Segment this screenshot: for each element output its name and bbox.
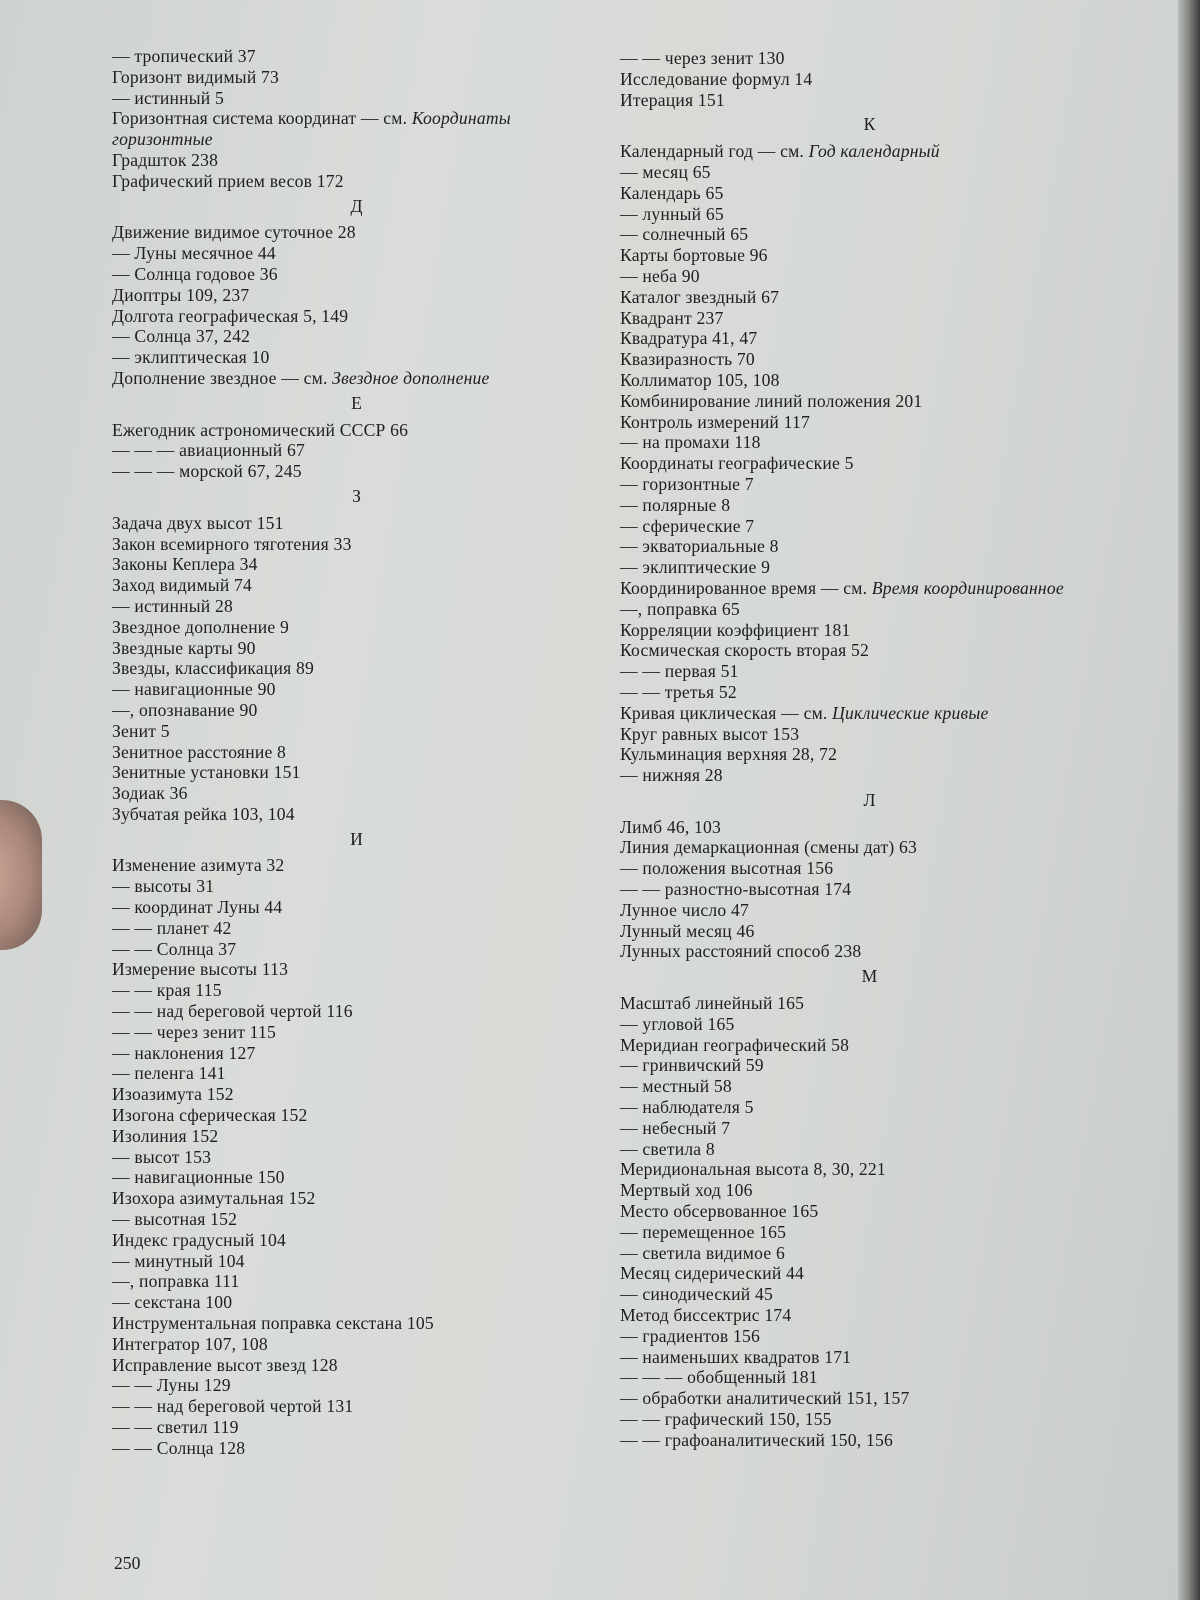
index-entry — [112, 638, 602, 659]
index-entry-text: — светила 8 — [620, 1138, 715, 1159]
index-entry-text: — секстана 100 — [112, 1292, 233, 1313]
index-entry — [620, 557, 1120, 578]
index-entry-text: Кульминация верхняя 28, 72 — [620, 744, 838, 765]
index-entry-text: — навигационные 90 — [112, 679, 276, 700]
index-entry-text: — Солнца годовое 36 — [112, 263, 278, 284]
index-entry — [620, 1201, 1120, 1222]
index-entry — [112, 1001, 602, 1022]
index-entry — [620, 1055, 1120, 1076]
index-entry — [620, 661, 1120, 682]
page-number: 250 — [114, 1553, 141, 1573]
index-entry — [620, 1409, 1120, 1430]
index-entry — [112, 1334, 602, 1355]
index-entry — [620, 1222, 1120, 1243]
index-entry — [620, 432, 1120, 453]
index-entry-text: Закон всемирного тяготения 33 — [112, 533, 352, 554]
index-entry — [112, 762, 602, 783]
index-entry-text: — светила видимое 6 — [620, 1242, 785, 1263]
index-entry-text: — — планет 42 — [112, 917, 232, 938]
index-entry-text: Лунный месяц 46 — [620, 920, 755, 941]
index-entry — [620, 599, 1120, 620]
index-entry-text: — угловой 165 — [620, 1013, 735, 1034]
index-entry-text: Звездное дополнение 9 — [112, 616, 290, 637]
index-entry-text: — координат Луны 44 — [112, 897, 283, 918]
index-entry — [620, 69, 1120, 90]
index-entry — [112, 285, 602, 306]
index-entry — [112, 347, 602, 368]
index-entry-text: — навигационные 150 — [112, 1167, 285, 1188]
index-entry — [620, 536, 1120, 557]
index-entry — [620, 1014, 1120, 1035]
index-entry-text: Метод биссектрис 174 — [620, 1305, 792, 1326]
index-entry-text: — пеленга 141 — [112, 1063, 226, 1084]
adjacent-page-edge — [1178, 0, 1200, 1600]
index-entry-text: Диоптры 109, 237 — [112, 284, 250, 305]
index-entry — [620, 1159, 1120, 1180]
index-entry — [112, 1251, 602, 1272]
index-entry-text: Кривая циклическая — см. — [620, 702, 833, 723]
index-entry — [620, 245, 1120, 266]
index-entry-text: — перемещенное 165 — [620, 1221, 787, 1242]
index-entry-text: — высотная 152 — [112, 1209, 238, 1230]
index-entry — [620, 287, 1120, 308]
index-entry — [112, 1063, 602, 1084]
index-entry — [620, 495, 1120, 516]
index-entry-text: —, поправка 111 — [112, 1271, 240, 1292]
index-entry — [112, 1417, 602, 1438]
index-entry — [112, 575, 602, 596]
index-entry — [112, 67, 602, 88]
index-entry — [112, 46, 602, 67]
index-entry-text: Место обсервованное 165 — [620, 1201, 819, 1222]
index-entry — [620, 412, 1120, 433]
index-entry-text: — Солнца 37, 242 — [112, 326, 251, 347]
index-entry-text: — сферические 7 — [620, 515, 755, 536]
index-entry-text: — наклонения 127 — [112, 1042, 256, 1063]
index-entry-text: Календарный год — см. — [620, 141, 809, 162]
index-entry — [620, 1367, 1120, 1388]
index-entry-text: —, поправка 65 — [620, 598, 740, 619]
index-entry-text: Горизонтная система координат — см. — [112, 108, 412, 129]
index-section-heading: И — [350, 828, 364, 849]
index-entry — [112, 1271, 602, 1292]
index-entry — [620, 391, 1120, 412]
index-entry-text: Законы Кеплера 34 — [112, 554, 258, 575]
index-entry-text: — гринвичский 59 — [620, 1055, 764, 1076]
index-entry — [620, 1326, 1120, 1347]
thumb-photo-artifact — [0, 800, 42, 950]
index-entry-text: Инструментальная поправка секстана 105 — [112, 1313, 434, 1334]
index-section-heading: К — [863, 114, 877, 135]
index-entry-text: Квадрант 237 — [620, 307, 724, 328]
index-entry-text: — — графический 150, 155 — [620, 1409, 832, 1429]
index-entry — [620, 349, 1120, 370]
index-entry-text: Корреляции коэффициент 181 — [620, 619, 851, 640]
index-entry-text: — эклиптические 9 — [620, 557, 771, 578]
index-entry — [112, 1438, 602, 1459]
index-entry-text: Интегратор 107, 108 — [112, 1333, 268, 1354]
index-entry-text: Исследование формул 14 — [620, 68, 813, 89]
index-entry — [620, 1097, 1120, 1118]
index-entry — [112, 306, 602, 327]
index-entry — [620, 900, 1120, 921]
index-entry-text: Космическая скорость вторая 52 — [620, 640, 869, 661]
index-entry-text: — — над береговой чертой 116 — [112, 1001, 353, 1022]
index-entry-crossref: Год календарный — [808, 141, 940, 162]
index-entry-text: Задача двух высот 151 — [112, 512, 284, 533]
index-entry — [620, 162, 1120, 183]
index-section-heading: Л — [863, 789, 877, 810]
index-entry — [112, 1188, 602, 1209]
index-entry — [620, 1347, 1120, 1368]
index-entry — [620, 765, 1120, 786]
index-entry-text: — — разностно-высотная 174 — [620, 879, 852, 900]
index-entry — [620, 1305, 1120, 1326]
index-entry-text: — — края 115 — [112, 980, 222, 1001]
index-entry-text: Координированное время — см. — [620, 577, 872, 598]
index-entry — [112, 1313, 602, 1334]
index-entry — [620, 1430, 1120, 1451]
index-entry — [620, 1035, 1120, 1056]
index-entry — [620, 516, 1120, 537]
index-entry — [112, 617, 602, 638]
index-entry — [112, 513, 602, 534]
index-entry — [620, 328, 1120, 349]
index-entry-text: Измерение высоты 113 — [112, 959, 289, 980]
index-entry — [620, 1180, 1120, 1201]
index-entry — [112, 264, 602, 285]
index-entry — [112, 783, 602, 804]
index-entry — [112, 804, 602, 825]
index-entry — [112, 420, 602, 441]
index-entry — [620, 921, 1120, 942]
index-entry — [112, 108, 602, 150]
index-entry — [112, 1105, 602, 1126]
index-entry — [112, 742, 602, 763]
index-entry — [112, 1209, 602, 1230]
index-entry-text: Карты бортовые 96 — [620, 245, 768, 266]
index-entry-text: Градшток 238 — [112, 149, 219, 170]
index-entry — [112, 368, 602, 389]
index-entry-text: — обработки аналитический 151, 157 — [620, 1388, 910, 1409]
index-entry — [112, 440, 602, 461]
index-entry-text: — экваториальные 8 — [620, 536, 779, 557]
index-entry-text: Круг равных высот 153 — [620, 723, 800, 744]
index-entry — [112, 1147, 602, 1168]
index-entry-text: Зубчатая рейка 103, 104 — [112, 803, 295, 824]
index-entry — [112, 876, 602, 897]
index-entry-text: Заход видимый 74 — [112, 575, 253, 596]
index-entry-text: — — Луны 129 — [112, 1375, 231, 1396]
index-entry-text: Зенитные установки 151 — [112, 762, 301, 783]
index-entry-text: — высот 153 — [112, 1146, 212, 1167]
index-entry — [112, 1396, 602, 1417]
index-entry-text: Линия демаркационная (смены дат) 63 — [620, 837, 917, 858]
index-entry — [112, 1292, 602, 1313]
index-entry-text: Движение видимое суточное 28 — [112, 222, 356, 243]
index-entry — [112, 596, 602, 617]
index-entry-text: —, опознавание 90 — [112, 699, 258, 720]
index-entry — [620, 308, 1120, 329]
index-entry-text: Графический прием весов 172 — [112, 170, 344, 191]
index-entry — [620, 474, 1120, 495]
index-entry-text: Меридиональная высота 8, 30, 221 — [620, 1159, 886, 1180]
index-entry-text: — солнечный 65 — [620, 224, 749, 245]
index-entry — [112, 855, 602, 876]
index-entry — [620, 224, 1120, 245]
index-entry-text: — — через зенит 115 — [112, 1021, 277, 1042]
index-entry — [112, 461, 602, 482]
index-entry — [112, 171, 602, 192]
index-entry — [620, 90, 1120, 111]
index-entry — [112, 1355, 602, 1376]
index-entry — [620, 879, 1120, 900]
index-entry-text: Каталог звездный 67 — [620, 286, 780, 307]
index-entry — [112, 1022, 602, 1043]
index-entry — [112, 1375, 602, 1396]
index-entry-text: Звездные карты 90 — [112, 637, 256, 658]
index-entry-text: Изогона сферическая 152 — [112, 1105, 308, 1126]
index-entry-text: — — через зенит 130 — [620, 48, 785, 68]
index-column-left — [112, 46, 602, 1459]
index-entry-text: Изоазимута 152 — [112, 1084, 234, 1105]
index-entry — [112, 1230, 602, 1251]
index-entry-text: — положения высотная 156 — [620, 858, 834, 879]
index-entry — [620, 682, 1120, 703]
index-entry-text: — градиентов 156 — [620, 1325, 760, 1346]
index-entry — [620, 1284, 1120, 1305]
index-entry-text: Изолиния 152 — [112, 1125, 219, 1146]
index-entry — [112, 534, 602, 555]
index-entry — [620, 370, 1120, 391]
index-entry-text: Контроль измерений 117 — [620, 411, 810, 432]
index-entry-text: — тропический 37 — [112, 46, 256, 66]
index-entry — [620, 1118, 1120, 1139]
index-entry — [112, 88, 602, 109]
index-entry-text: Мертвый ход 106 — [620, 1180, 753, 1201]
index-entry — [620, 453, 1120, 474]
index-entry — [112, 1084, 602, 1105]
index-entry-text: — — первая 51 — [620, 661, 739, 682]
index-entry — [620, 640, 1120, 661]
index-entry — [112, 679, 602, 700]
index-entry-text: — — Солнца 128 — [112, 1437, 246, 1458]
index-entry-text: — истинный 28 — [112, 595, 233, 616]
index-section-heading: Д — [350, 195, 364, 216]
index-entry-text: — синодический 45 — [620, 1284, 773, 1305]
index-entry-text: Зенит 5 — [112, 720, 170, 741]
index-entry-text: — нижняя 28 — [620, 765, 723, 786]
index-entry — [620, 1076, 1120, 1097]
index-entry — [112, 980, 602, 1001]
index-entry-text: Звезды, классификация 89 — [112, 658, 315, 679]
index-entry-text: — на промахи 118 — [620, 432, 761, 453]
index-entry-text: Коллиматор 105, 108 — [620, 369, 780, 390]
index-entry — [112, 897, 602, 918]
index-entry-text: Лимб 46, 103 — [620, 816, 722, 837]
index-entry-text: Месяц сидерический 44 — [620, 1263, 805, 1284]
index-entry — [112, 918, 602, 939]
index-entry — [620, 724, 1120, 745]
index-entry-text: — полярные 8 — [620, 494, 731, 515]
index-entry-text: — местный 58 — [620, 1076, 732, 1097]
index-entry — [620, 941, 1120, 962]
index-entry-text: — высоты 31 — [112, 876, 215, 897]
index-entry-text: — — третья 52 — [620, 681, 737, 702]
index-entry-text: Зодиак 36 — [112, 783, 188, 804]
index-entry — [620, 1243, 1120, 1264]
index-entry — [112, 150, 602, 171]
index-entry — [112, 959, 602, 980]
index-entry — [620, 266, 1120, 287]
index-entry-text: Квадратура 41, 47 — [620, 328, 758, 349]
index-entry-crossref: Координаты горизонтные — [112, 108, 511, 150]
index-column-right — [620, 48, 1120, 1451]
index-entry-text: — лунный 65 — [620, 203, 724, 224]
index-entry — [620, 620, 1120, 641]
index-entry-text: — — — морской 67, 245 — [112, 461, 302, 482]
index-entry-text: — истинный 5 — [112, 87, 224, 108]
index-entry — [112, 721, 602, 742]
index-entry — [112, 1126, 602, 1147]
index-entry-text: Календарь 65 — [620, 182, 724, 203]
index-entry — [620, 1263, 1120, 1284]
index-entry — [112, 1043, 602, 1064]
index-entry-crossref: Звездное дополнение — [332, 367, 490, 388]
index-entry — [112, 222, 602, 243]
index-entry-text: — — — авиационный 67 — [112, 440, 306, 461]
index-entry — [112, 1167, 602, 1188]
index-entry-text: Изохора азимутальная 152 — [112, 1188, 316, 1209]
index-entry-text: — наименьших квадратов 171 — [620, 1346, 852, 1367]
index-entry — [620, 817, 1120, 838]
index-entry-crossref: Время координированное — [871, 577, 1064, 598]
index-entry-text: — — над береговой чертой 131 — [112, 1396, 354, 1417]
index-entry — [112, 243, 602, 264]
index-entry — [620, 578, 1120, 599]
index-entry-text: Меридиан географический 58 — [620, 1034, 850, 1055]
index-entry-text: Лунных расстояний способ 238 — [620, 941, 862, 962]
index-entry-text: — горизонтные 7 — [620, 473, 754, 494]
index-entry-text: Горизонт видимый 73 — [112, 66, 280, 87]
index-entry — [112, 700, 602, 721]
index-entry-crossref: Циклические кривые — [832, 702, 989, 723]
index-entry-text: Долгота географическая 5, 149 — [112, 305, 349, 326]
index-entry-text: — неба 90 — [620, 265, 700, 286]
index-section-heading: М — [861, 966, 879, 987]
index-entry-text: Изменение азимута 32 — [112, 855, 285, 876]
index-entry — [112, 658, 602, 679]
index-entry — [620, 141, 1120, 162]
index-entry-text: — небесный 7 — [620, 1117, 731, 1138]
index-entry-text: — — Солнца 37 — [112, 938, 237, 959]
index-entry-text: — — светил 119 — [112, 1417, 239, 1437]
index-entry — [112, 326, 602, 347]
index-entry — [620, 993, 1120, 1014]
index-entry-text: Итерация 151 — [620, 89, 725, 110]
index-entry-text: Исправление высот звезд 128 — [112, 1354, 338, 1375]
index-entry-text: Комбинирование линий положения 201 — [620, 390, 923, 411]
index-entry — [112, 939, 602, 960]
index-entry — [620, 48, 1120, 69]
index-entry — [620, 183, 1120, 204]
index-entry — [620, 1388, 1120, 1409]
index-entry-text: — — графоаналитический 150, 156 — [620, 1429, 893, 1450]
index-entry-text: Ежегодник астрономический СССР 66 — [112, 419, 409, 440]
index-entry — [620, 703, 1120, 724]
index-entry-text: — месяц 65 — [620, 161, 711, 182]
index-entry — [620, 204, 1120, 225]
index-entry-text: — наблюдателя 5 — [620, 1097, 754, 1118]
index-entry — [620, 837, 1120, 858]
index-entry-text: Зенитное расстояние 8 — [112, 741, 287, 762]
index-entry — [112, 554, 602, 575]
index-entry-text: Лунное число 47 — [620, 899, 749, 920]
index-entry-text: Координаты географические 5 — [620, 453, 854, 474]
index-entry-text: — эклиптическая 10 — [112, 347, 270, 368]
index-section-heading: Е — [351, 392, 363, 413]
index-entry-text: — — — обобщенный 181 — [620, 1367, 818, 1388]
index-entry-text: Дополнение звездное — см. — [112, 367, 333, 388]
index-entry — [620, 744, 1120, 765]
index-entry — [620, 858, 1120, 879]
index-entry-text: — минутный 104 — [112, 1250, 245, 1271]
index-entry — [620, 1139, 1120, 1160]
index-entry-text: Квазиразность 70 — [620, 349, 755, 370]
index-section-heading: З — [352, 485, 362, 506]
index-entry-text: Индекс градусный 104 — [112, 1229, 287, 1250]
index-entry-text: Масштаб линейный 165 — [620, 993, 805, 1014]
index-entry-text: — Луны месячное 44 — [112, 243, 276, 264]
